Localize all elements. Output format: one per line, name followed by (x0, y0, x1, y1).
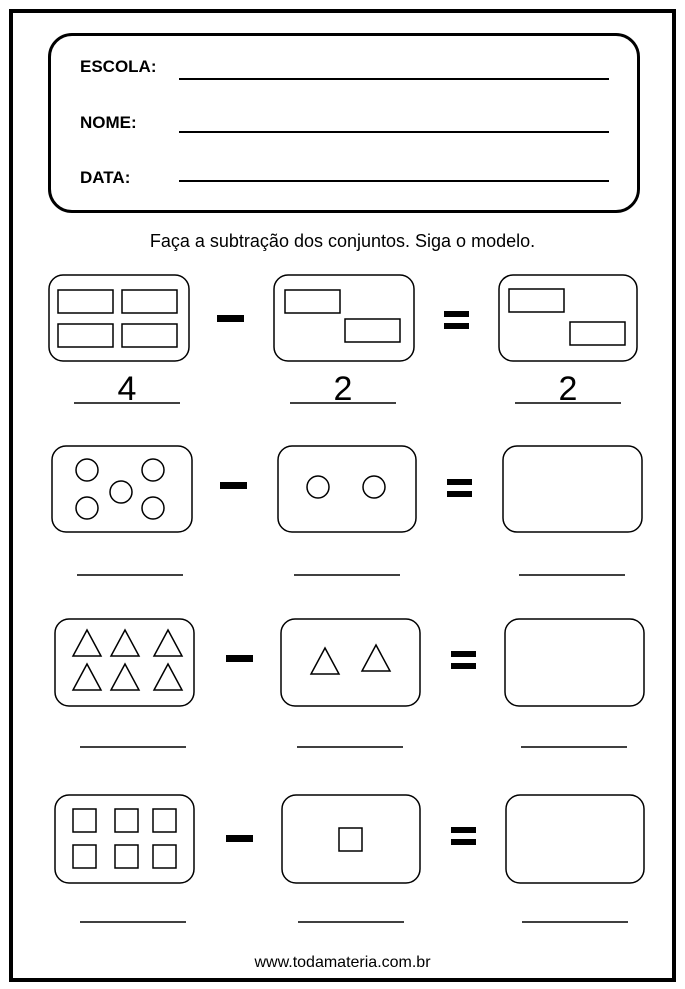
rectangle-item (509, 289, 564, 312)
equals-sign-icon (451, 839, 476, 845)
subtrahend-set-box (278, 446, 416, 532)
exercise-row (49, 275, 637, 408)
rectangle-item (122, 324, 177, 347)
triangle-item (111, 664, 139, 690)
minus-sign-icon (226, 835, 253, 842)
equals-sign-icon (444, 323, 469, 329)
name-label: NOME: (80, 113, 137, 132)
rectangle-item (570, 322, 625, 345)
answer-number: 2 (558, 370, 578, 408)
equals-sign-icon (451, 827, 476, 833)
triangle-item (362, 645, 390, 671)
square-item (153, 845, 176, 868)
circle-item (76, 459, 98, 481)
date-label: DATA: (80, 168, 131, 187)
triangle-item (111, 630, 139, 656)
square-item (115, 809, 138, 832)
rectangle-item (285, 290, 340, 313)
triangle-item (73, 630, 101, 656)
minus-sign-icon (217, 315, 244, 322)
equals-sign-icon (444, 311, 469, 317)
circle-item (76, 497, 98, 519)
rectangle-item (122, 290, 177, 313)
minus-sign-icon (220, 482, 247, 489)
equals-sign-icon (447, 479, 472, 485)
equals-sign-icon (447, 491, 472, 497)
result-set-box (505, 619, 644, 706)
circle-item (142, 459, 164, 481)
answer-number: 2 (333, 370, 353, 408)
triangle-item (154, 630, 182, 656)
rectangle-item (58, 324, 113, 347)
answer-number: 4 (117, 370, 137, 408)
footer-url: www.todamateria.com.br (254, 954, 431, 971)
instruction-text: Faça a subtração dos conjuntos. Siga o modelo. (149, 231, 536, 251)
exercise-row (55, 795, 644, 922)
triangle-item (154, 664, 182, 690)
circle-item (142, 497, 164, 519)
subtrahend-set-box (274, 275, 414, 361)
result-set-box (506, 795, 644, 883)
circle-item (363, 476, 385, 498)
triangle-item (73, 664, 101, 690)
subtrahend-set-box (282, 795, 420, 883)
minuend-set-box (52, 446, 192, 532)
circle-item (307, 476, 329, 498)
square-item (115, 845, 138, 868)
equals-sign-icon (451, 651, 476, 657)
square-item (73, 845, 96, 868)
square-item (73, 809, 96, 832)
equals-sign-icon (451, 663, 476, 669)
rectangle-item (345, 319, 400, 342)
square-item (339, 828, 362, 851)
square-item (153, 809, 176, 832)
minus-sign-icon (226, 655, 253, 662)
exercise-row (52, 446, 642, 575)
rectangle-item (58, 290, 113, 313)
minuend-set-box (49, 275, 189, 361)
minuend-set-box (55, 795, 194, 883)
school-label: ESCOLA: (80, 57, 157, 76)
result-set-box (503, 446, 642, 532)
subtrahend-set-box (281, 619, 420, 706)
result-set-box (499, 275, 637, 361)
circle-item (110, 481, 132, 503)
exercise-row (55, 619, 644, 747)
triangle-item (311, 648, 339, 674)
